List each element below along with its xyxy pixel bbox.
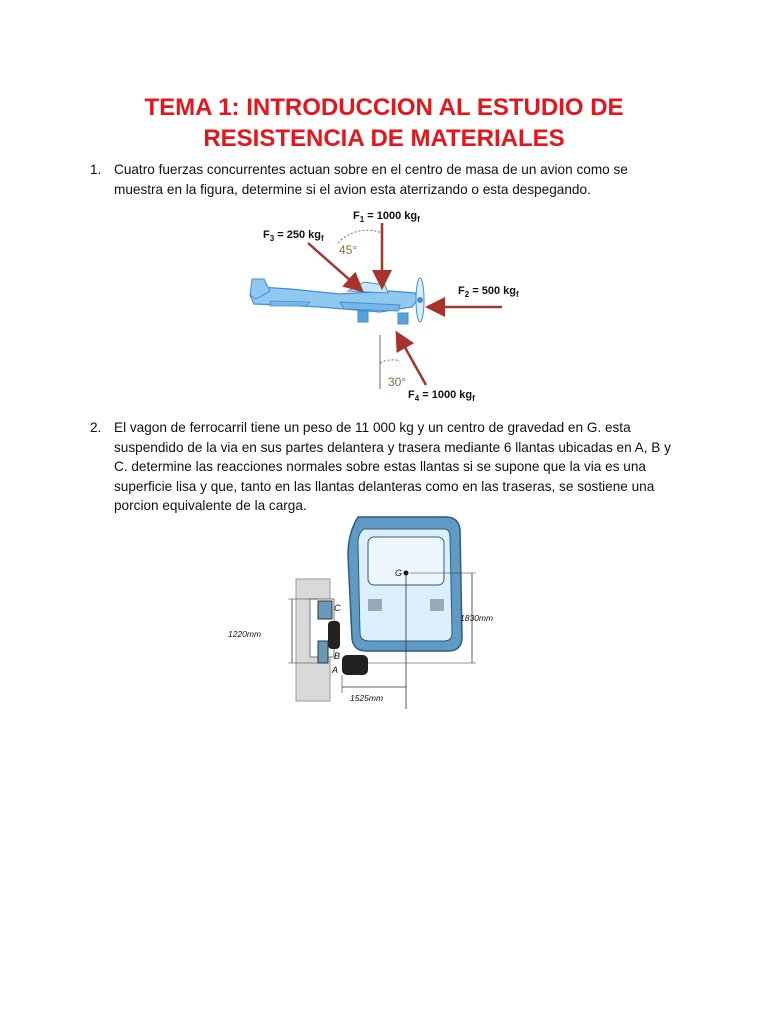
label-b: B [334,651,341,661]
airplane-diagram [240,203,540,405]
problem-text: Cuatro fuerzas concurrentes actuan sobre en el centro de masa de un avion como se muestra en la figura, determine si el avion esta aterrizando o esta despegando. [114,162,628,197]
dimension-1525: 1525mm [350,693,384,703]
railcar-diagram [228,515,510,711]
label-c: C [334,603,341,613]
airplane-icon [250,278,424,324]
airplane-forces-figure [240,203,540,405]
label-g: G [395,568,403,578]
force-label-f2: $F_2 = 500$ $kg_f$ [458,285,519,299]
title-line-2: RESISTENCIA DE MATERIALES [203,125,565,152]
page-title [0,92,768,154]
title-line-1: TEMA 1: INTRODUCCION AL ESTUDIO DE [144,94,624,121]
dimension-1830: 1830mm [460,613,494,623]
force-label-f4: $F_4 = 1000$ $kg_f$ [408,389,475,403]
label-a: A [332,665,339,675]
problem-number: 2. [90,420,102,435]
problem-2 [90,418,680,516]
problem-number: 1. [90,162,102,177]
angle-label-45: 45° [339,243,358,257]
problem-text: El vagon de ferrocarril tiene un peso de 11 000 kg y un centro de gravedad en G. esta suspendido de la via en sus partes delantera y trasera mediante 6 llantas ubicadas en A, B y C. determine las reacciones normales sobre estas llantas si se supone que la via es una superficie lisa y que, tanto en las llantas delanteras como en las traseras, se sostiene una porcion equivalente de la carga. [114,420,671,513]
force-label-f1: $F_1 = 1000$ $kg_f$ [353,210,420,224]
railcar-figure [228,515,510,711]
problem-1 [90,160,680,199]
angle-label-30: 30° [388,375,407,389]
dimension-1220: 1220mm [228,629,262,639]
force-label-f3: $F_3 = 250$ $kg_f$ [263,229,324,243]
